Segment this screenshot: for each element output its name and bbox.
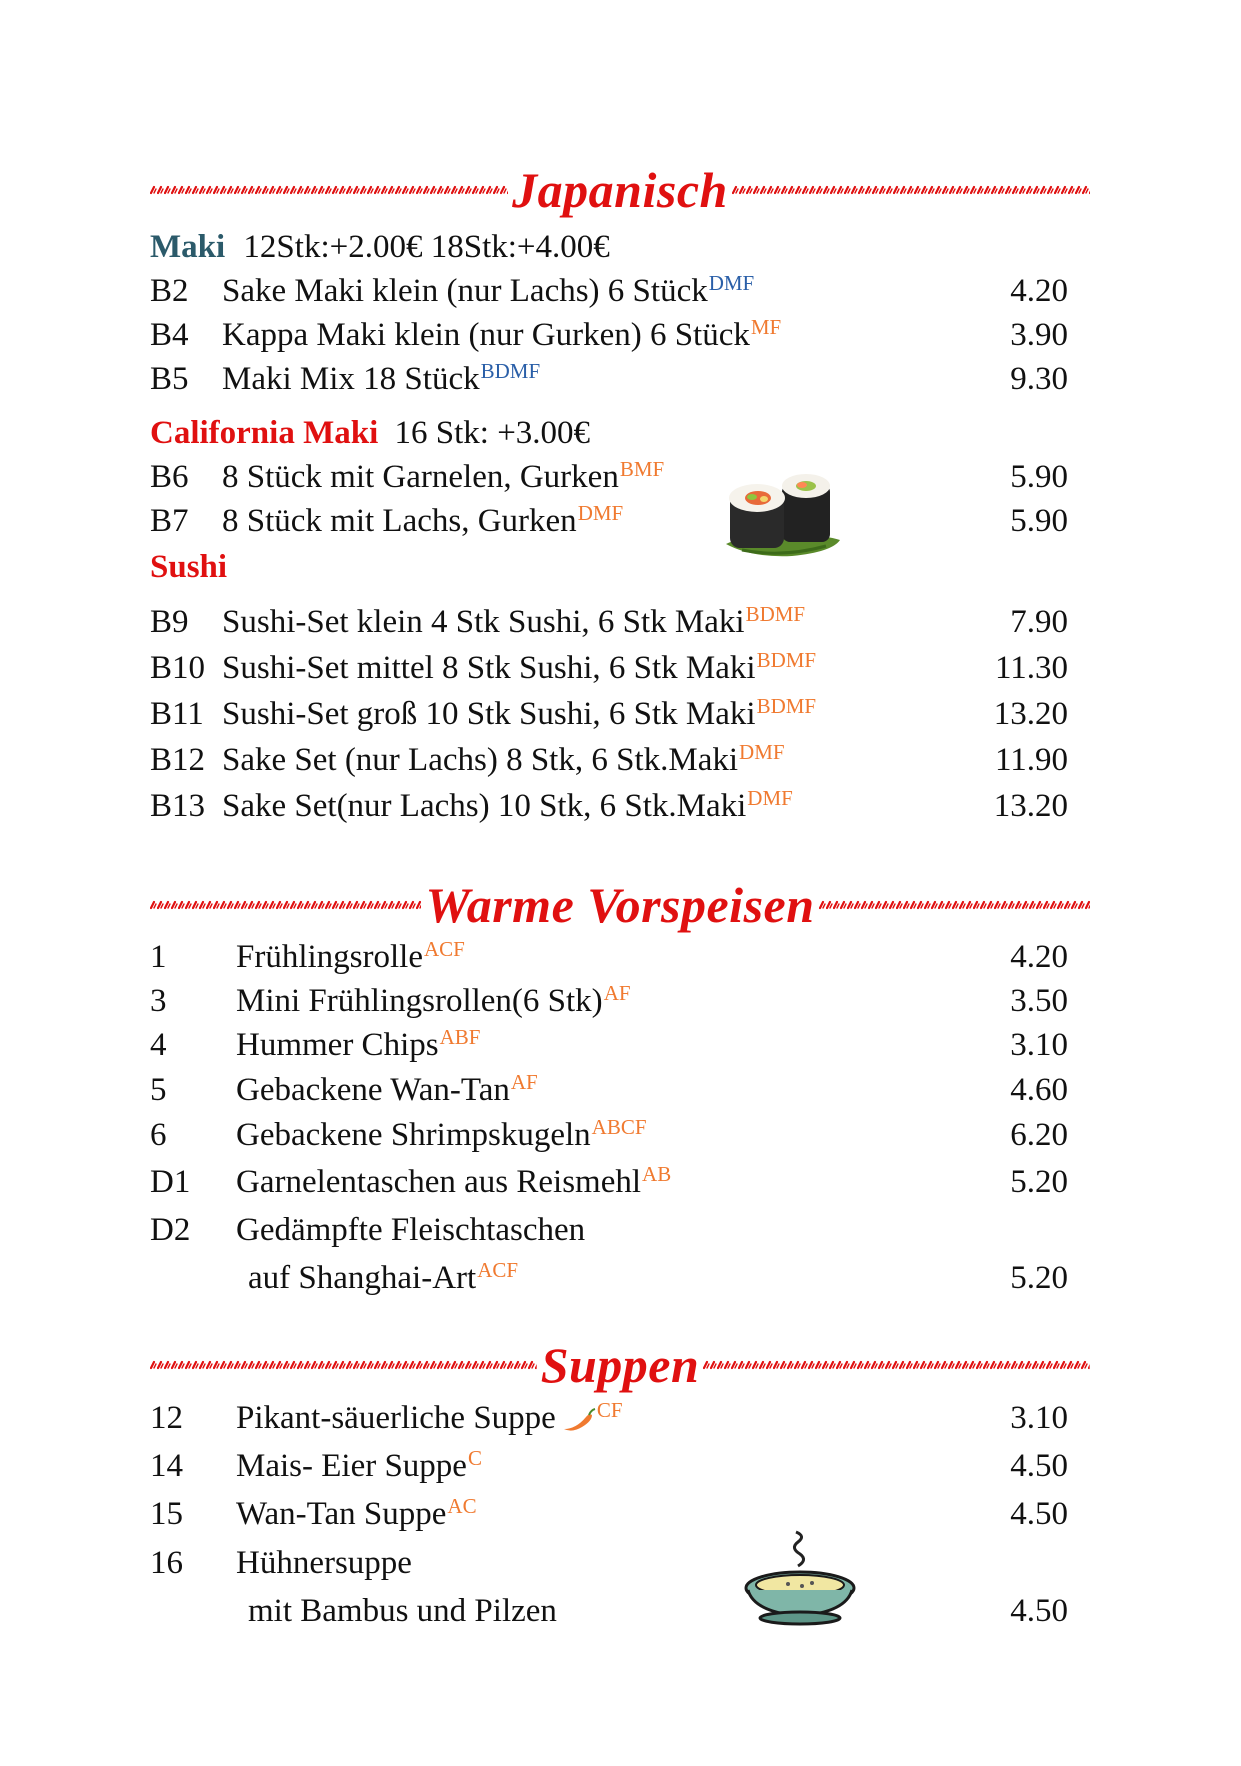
item-name: Garnelentaschen aus Reismehl$^{AB}$ [236, 1162, 672, 1200]
menu-item [150, 357, 1068, 401]
section-heading-suppen [150, 1335, 1090, 1395]
allergen-codes: C [467, 1446, 482, 1470]
allergen-codes: DMF [739, 740, 785, 764]
item-name: Sake Set(nur Lachs) 10 Stk, 6 Stk.Maki$^{DMF}$ [222, 786, 793, 824]
item-price: 9.30 [1010, 361, 1068, 397]
allergen-codes: ABCF [591, 1115, 647, 1139]
allergen-codes: ACF [424, 937, 465, 961]
item-name: Kappa Maki klein (nur Gurken) 6 Stück$^{MF}$ [222, 315, 782, 353]
item-price: 11.30 [994, 650, 1068, 686]
rule-svg [150, 1360, 537, 1370]
menu-item [150, 738, 1068, 782]
item-price: 4.20 [1010, 939, 1068, 975]
item-price: 3.50 [1010, 983, 1068, 1019]
item-code: B6 [150, 459, 189, 495]
menu-item [150, 646, 1068, 690]
menu-item [150, 935, 1068, 979]
item-code: B13 [150, 788, 206, 824]
item-price: 4.50 [1010, 1593, 1068, 1629]
menu-item-continuation [150, 1589, 1068, 1633]
item-name: Gebackene Shrimpskugeln$^{ABCF}$ [236, 1115, 647, 1153]
allergen-codes: DMF [577, 501, 624, 525]
menu-item [150, 1208, 1068, 1252]
item-name: Sake Set (nur Lachs) 8 Stk, 6 Stk.Maki$^{DMF}$ [222, 740, 785, 778]
item-price: 13.20 [993, 696, 1068, 732]
item-name: Gedämpfte Fleischtaschen [236, 1212, 586, 1248]
subsection-maki [150, 225, 610, 269]
menu-item-continuation [150, 1256, 1068, 1300]
rule-svg [819, 900, 1090, 910]
item-code: B7 [150, 503, 189, 539]
allergen-codes: ACF [477, 1258, 519, 1282]
item-name: Frühlingsrolle$^{ACF}$ [236, 937, 465, 975]
item-name: Pikant-säuerliche Suppe $^{CF}$ [236, 1398, 623, 1436]
decorative-rule [150, 900, 421, 910]
allergen-codes: ABF [439, 1025, 481, 1049]
item-name: Sushi-Set mittel 8 Stk Sushi, 6 Stk Maki$^{BDMF}$ [222, 648, 817, 686]
item-name: Maki Mix 18 Stück$^{BDMF}$ [222, 359, 541, 397]
item-code: B5 [150, 361, 189, 397]
menu-item [150, 692, 1068, 736]
section-title: Warme Vorspeisen [425, 877, 815, 933]
sushi-roll-image [722, 462, 842, 560]
item-price: 5.90 [1010, 459, 1068, 495]
item-code: 12 [150, 1400, 183, 1436]
item-name: Sake Maki klein (nur Lachs) 6 Stück$^{DMF}$ [222, 271, 755, 309]
item-price: 7.90 [1010, 604, 1068, 640]
item-name: 8 Stück mit Garnelen, Gurken$^{BMF}$ [222, 457, 665, 495]
item-name: mit Bambus und Pilzen [248, 1593, 557, 1629]
item-code: 5 [150, 1072, 167, 1108]
chili-icon [562, 1407, 596, 1433]
item-name: Gebackene Wan-Tan$^{AF}$ [236, 1070, 538, 1108]
item-code: 6 [150, 1117, 167, 1153]
item-price: 5.90 [1010, 503, 1068, 539]
item-name: 8 Stück mit Lachs, Gurken$^{DMF}$ [222, 501, 624, 539]
menu-item [150, 455, 1068, 499]
subsection-sushi [150, 545, 227, 589]
item-code: B12 [150, 742, 206, 778]
item-price: 6.20 [1010, 1117, 1068, 1153]
menu-item [150, 313, 1068, 357]
allergen-codes: DMF [747, 786, 793, 810]
allergen-codes: AC [447, 1494, 477, 1518]
item-price: 11.90 [994, 742, 1068, 778]
item-code: 16 [150, 1545, 183, 1581]
item-code: B2 [150, 273, 189, 309]
item-price: 3.10 [1010, 1027, 1068, 1063]
item-price: 3.90 [1010, 317, 1068, 353]
item-code: 15 [150, 1496, 183, 1532]
subsection-label: Sushi [150, 549, 228, 585]
item-code: B11 [150, 696, 204, 732]
menu-item [150, 1541, 1068, 1585]
item-code: B10 [150, 650, 206, 686]
section-title: Suppen [540, 1337, 700, 1393]
allergen-codes: BDMF [756, 694, 817, 718]
item-code: D2 [150, 1212, 191, 1248]
item-name: Mais- Eier Suppe$^C$ [236, 1446, 482, 1484]
menu-item [150, 1492, 1068, 1536]
item-price: 5.20 [1010, 1260, 1068, 1296]
menu-item [150, 1113, 1068, 1157]
item-code: B9 [150, 604, 189, 640]
soup-bowl-image [740, 1528, 860, 1628]
decorative-rule [150, 1360, 537, 1370]
allergen-codes: BDMF [745, 602, 806, 626]
item-code: D1 [150, 1164, 191, 1200]
item-name: Mini Frühlingsrollen(6 Stk)$^{AF}$ [236, 981, 631, 1019]
rule-svg [150, 900, 421, 910]
rule-svg [703, 1360, 1090, 1370]
subsection-info: 16 Stk: +3.00€ [394, 415, 591, 451]
allergen-codes: AF [603, 981, 631, 1005]
item-code: 4 [150, 1027, 167, 1063]
allergen-codes: BDMF [480, 359, 541, 383]
allergen-codes: DMF [708, 271, 755, 295]
allergen-codes: CF [596, 1398, 623, 1422]
item-name: auf Shanghai-Art$^{ACF}$ [248, 1258, 519, 1296]
item-price: 4.20 [1010, 273, 1068, 309]
item-price: 13.20 [993, 788, 1068, 824]
subsection-label: California Maki [150, 415, 379, 451]
allergen-codes: AB [642, 1162, 672, 1186]
allergen-codes: BMF [619, 457, 665, 481]
item-name: Sushi-Set groß 10 Stk Sushi, 6 Stk Maki$^{BDMF}$ [222, 694, 817, 732]
section-title: Japanisch [512, 162, 728, 218]
item-price: 5.20 [1010, 1164, 1068, 1200]
subsection-info: 12Stk:+2.00€ 18Stk:+4.00€ [243, 229, 610, 265]
allergen-codes: MF [750, 315, 782, 339]
item-code: 1 [150, 939, 167, 975]
rule-svg [732, 185, 1090, 195]
subsection-california-maki [150, 411, 590, 455]
menu-item [150, 269, 1068, 313]
section-heading-vorspeisen [150, 875, 1090, 935]
menu-item [150, 1023, 1068, 1067]
menu-item [150, 1160, 1068, 1204]
item-name: Sushi-Set klein 4 Stk Sushi, 6 Stk Maki$^{BDMF}$ [222, 602, 806, 640]
item-code: B4 [150, 317, 189, 353]
decorative-rule [819, 900, 1090, 910]
item-name: Hühnersuppe [236, 1545, 412, 1581]
menu-item [150, 1396, 1068, 1440]
decorative-rule [703, 1360, 1090, 1370]
item-price: 3.10 [1010, 1400, 1068, 1436]
decorative-rule [150, 185, 508, 195]
subsection-label: Maki [150, 229, 226, 265]
allergen-codes: BDMF [756, 648, 817, 672]
menu-item [150, 1068, 1068, 1112]
item-name: Wan-Tan Suppe$^{AC}$ [236, 1494, 477, 1532]
item-price: 4.60 [1010, 1072, 1068, 1108]
menu-item [150, 784, 1068, 828]
menu-item [150, 600, 1068, 644]
item-price: 4.50 [1010, 1496, 1068, 1532]
item-code: 3 [150, 983, 167, 1019]
menu-item [150, 979, 1068, 1023]
rule-svg [150, 185, 508, 195]
menu-item [150, 499, 1068, 543]
item-code: 14 [150, 1448, 183, 1484]
decorative-rule [732, 185, 1090, 195]
menu-item [150, 1444, 1068, 1488]
item-price: 4.50 [1010, 1448, 1068, 1484]
item-name: Hummer Chips$^{ABF}$ [236, 1025, 481, 1063]
allergen-codes: AF [510, 1070, 538, 1094]
section-heading-japanisch [150, 160, 1090, 220]
